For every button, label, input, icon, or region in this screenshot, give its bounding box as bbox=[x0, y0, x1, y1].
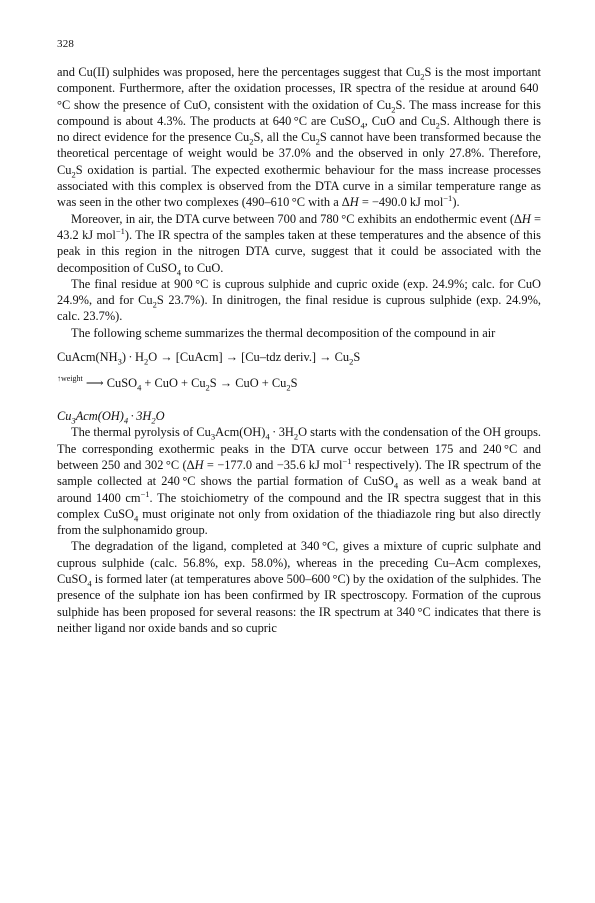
paragraph: Moreover, in air, the DTA curve between 700 and 780 °C exhibits an endothermic event (ΔH = 43.2 kJ mol$^{-1}$). The IR spectra of the samples taken at these temperatures and the absence of this peak in this region in the nitrogen DTA curve, suggest that it could be associated with the decomposition of CuSO$_4$ to CuO. bbox=[57, 211, 542, 278]
scheme-arrow-icon: ⟶ bbox=[82, 376, 107, 391]
paragraph: The following scheme summarizes the thermal decomposition of the compound in air bbox=[71, 325, 496, 340]
article-body bbox=[57, 64, 541, 636]
paragraph: The thermal pyrolysis of $Cu_3Acm(OH)_4 \cdot 3H_2O$ starts with the condensation of the OH groups. The corresponding exothermic peaks in the DTA curve occur between 175 and 240 °C and between 250 and 302 °C (ΔH = −177.0 and −35.6 kJ mol$^{-1}$ respectively). The IR spectrum of the sample collected at 240 °C shows the partial formation of CuSO$_4$ as well as a weak band at around 1400 $cm^{-1}$. The stoichiometry of the compound and the IR spectra suggest that in this complex CuSO$_4$ must originate not only from oxidation of the thiadiazole ring but also directly from the sulphonamido group. bbox=[57, 425, 542, 538]
paragraph: The final residue at 900 °C is cuprous sulphide and cupric oxide (exp. 24.9%; calc. for CuO 24.9%, and for $Cu_2S$ 23.7%). In dinitrogen, the final residue is cuprous sulphide (exp. 24.9%, calc. 23.7%). bbox=[57, 276, 541, 324]
scheme-line-2 bbox=[57, 374, 541, 394]
scheme-products: CuSO$_4$ + CuO + $Cu_2S$ → CuO + $Cu_2S$ bbox=[106, 376, 298, 393]
reaction-scheme bbox=[57, 348, 541, 394]
weight-gain-label: ↑weight bbox=[57, 374, 83, 384]
scheme-line-1: $CuAcm(NH_3) \cdot H_2O$ → [CuAcm] → [Cu–tdz deriv.] → $Cu_2S$ bbox=[57, 350, 361, 367]
paragraph: The degradation of the ligand, completed at 340 °C, gives a mixture of cupric sulphate and cuprous sulphide (calc. 56.8%, exp. 58.0%), whereas in the preceding Cu–Acm complexes, CuSO$_4$ is formed later (at temperatures above 500–600 °C) by the oxidation of the sulphides. The presence of the sulphate ion has been confirmed by IR spectroscopy. Formation of the cuprous sulphide has been proposed for several reasons: the IR spectrum at 340 °C indicates that there is neither ligand nor oxide bands and so cupric bbox=[57, 539, 541, 635]
section-heading: $Cu_3Acm(OH)_4 \cdot 3H_2O$ bbox=[57, 409, 165, 426]
paragraph: and Cu(II) sulphides was proposed, here the percentages suggest that $Cu_2S$ is the most important component. Furthermore, after the oxidation processes, IR spectra of the residue at around 640 °C show the presence of CuO, consistent with the oxidation of $Cu_2S$. The mass increase for this compound is about 4.3%. The products at 640 °C are CuSO$_4$, CuO and $Cu_2S$. Although there is no direct evidence for the presence $Cu_2S$, all the $Cu_2S$ cannot have been transformed because the theoretical percentage of weight would be 37.0% and the observed in only 27.8%. Therefore, $Cu_2S$ oxidation is partial. The expected exothermic behaviour for the mass increase processes associated with this complex is observed from the DTA curve in a similar temperature range as was seen in the other two complexes (490–610 °C with a ΔH = −490.0 kJ mol$^{-1}$). bbox=[57, 65, 541, 210]
page-number: 328 bbox=[57, 38, 75, 50]
